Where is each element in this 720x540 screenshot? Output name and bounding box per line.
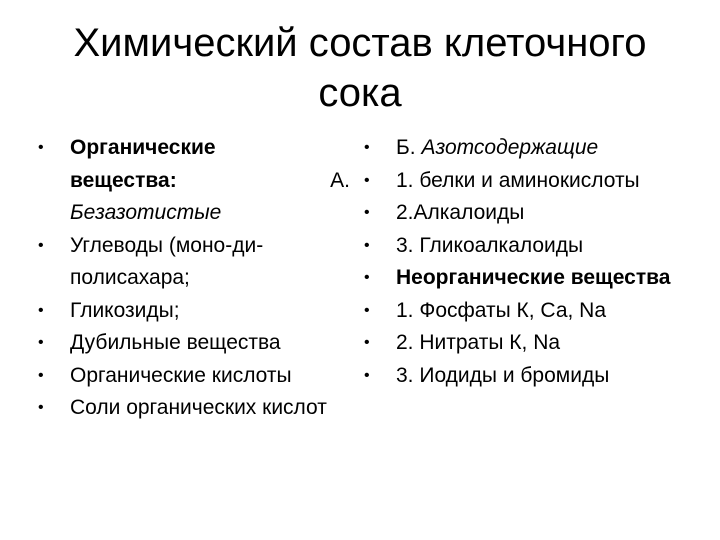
bullet-icon: • xyxy=(364,269,370,286)
right-column xyxy=(364,132,684,392)
slide-title-line1: Химический состав клеточного xyxy=(73,21,647,65)
list-item xyxy=(364,327,684,360)
list-item xyxy=(38,327,350,360)
bullet-icon: • xyxy=(38,236,44,254)
inorganic-heading: Неорганические вещества xyxy=(396,266,671,289)
list-item xyxy=(364,230,684,263)
bullet-icon: • xyxy=(364,366,370,384)
bullet-icon: • xyxy=(38,139,44,156)
list-item xyxy=(38,392,350,425)
bullet-icon: • xyxy=(38,366,44,384)
organic-letter: А. xyxy=(330,168,350,192)
list-item-text: 1. Фосфаты К, Са, Na xyxy=(396,298,607,322)
organic-line1: Органические xyxy=(70,136,216,159)
bullet-icon: • xyxy=(364,139,370,156)
list-item-text: Дубильные вещества xyxy=(70,331,281,354)
list-item-text: 3. Гликоалкалоиды xyxy=(396,233,584,257)
nitrogen-prefix: Б. xyxy=(396,136,422,159)
list-item-text: Соли органических кислот xyxy=(70,396,327,419)
list-item-text: 2. Нитраты К, Na xyxy=(396,331,561,354)
nitrogen-heading: Азотсодержащие xyxy=(421,136,599,159)
slide-title-line2: сока xyxy=(318,71,402,115)
bullet-icon: • xyxy=(364,171,370,189)
list-item xyxy=(364,295,684,328)
inorganic-heading-item xyxy=(364,262,684,295)
bullet-icon: • xyxy=(364,301,370,319)
list-item xyxy=(364,360,684,393)
bullet-icon: • xyxy=(364,236,370,254)
left-column xyxy=(38,132,350,425)
list-item xyxy=(38,360,350,393)
list-item-text: 2.Алкалоиды xyxy=(396,201,525,224)
bullet-icon: • xyxy=(38,399,44,416)
list-item-text: Органические кислоты xyxy=(70,363,292,387)
slide-title xyxy=(40,18,680,118)
list-item xyxy=(364,197,684,230)
bullet-icon: • xyxy=(38,301,44,319)
nitrogen-heading-item xyxy=(364,132,684,165)
list-item-text: Гликозиды; xyxy=(70,298,180,322)
bullet-icon: • xyxy=(38,334,44,351)
list-item-text: 1. белки и аминокислоты xyxy=(396,168,640,192)
bullet-icon: • xyxy=(364,334,370,351)
bullet-icon: • xyxy=(364,204,370,221)
list-item-text: 3. Иодиды и бромиды xyxy=(396,363,610,387)
organic-heading-item xyxy=(38,132,350,230)
list-item xyxy=(38,230,350,295)
list-item-text: Углеводы (моно-ди-полисахара; xyxy=(70,233,264,289)
organic-line2: вещества: xyxy=(70,168,177,192)
list-item xyxy=(364,165,684,198)
list-item xyxy=(38,295,350,328)
organic-subtype: Безазотистые xyxy=(70,201,222,224)
